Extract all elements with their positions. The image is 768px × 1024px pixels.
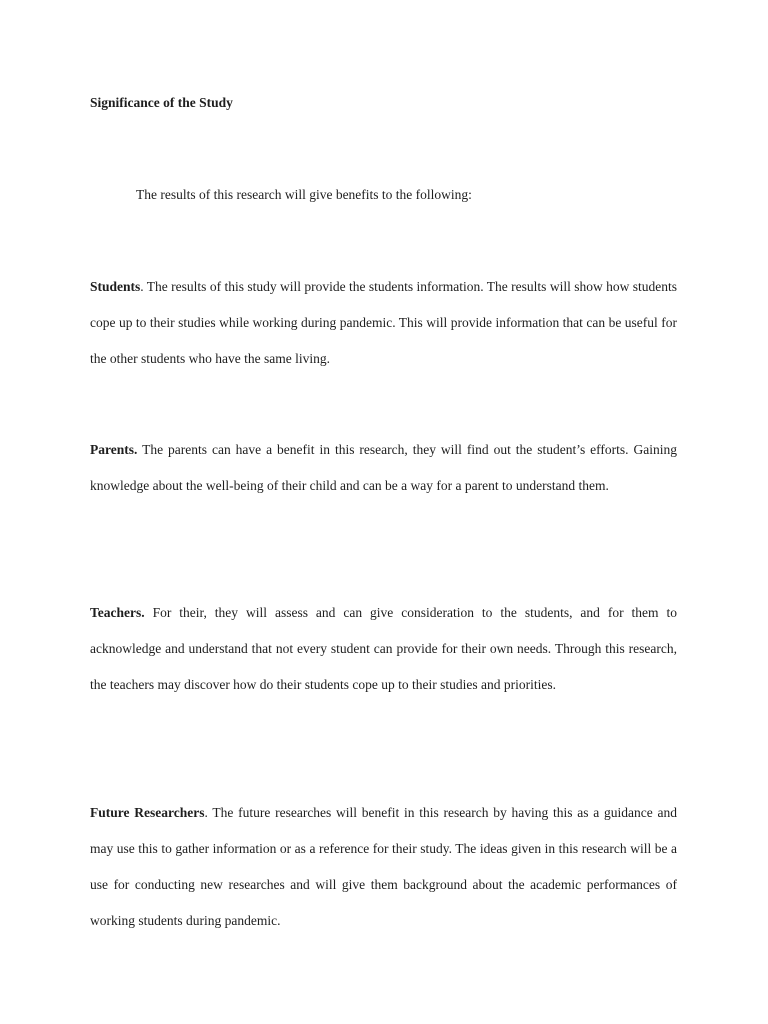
term-students: Students: [90, 279, 141, 294]
paragraph-students-text: . The results of this study will provide the students information. The results will show how students cope up to their studies while working during pandemic. This will provide information that can be useful for the other students who have the same living.: [90, 279, 677, 366]
term-future-researchers: Future Researchers: [90, 805, 205, 820]
paragraph-parents-text: The parents can have a benefit in this research, they will find out the student’s efforts. Gaining knowledge about the well-being of their child and can be a way for a parent to understand them.: [90, 442, 677, 493]
paragraph-future-researchers: [90, 795, 677, 939]
term-teachers: Teachers.: [90, 605, 145, 620]
paragraph-parents: [90, 432, 677, 504]
paragraph-future-researchers-text: . The future researches will benefit in this research by having this as a guidance and may use this to gather information or as a reference for their study. The ideas given in this research will be a use for conducting new researches and will give them background about the academic performances of working students during pandemic.: [90, 805, 677, 928]
paragraph-teachers-text: For their, they will assess and can give consideration to the students, and for them to acknowledge and understand that not every student can provide for their own needs. Through this research, the teachers may discover how do their students cope up to their studies and priorities.: [90, 605, 677, 692]
paragraph-students: [90, 269, 677, 377]
section-heading: Significance of the Study: [90, 95, 233, 110]
term-parents: Parents.: [90, 442, 138, 457]
intro-sentence: The results of this research will give benefits to the following:: [136, 187, 472, 202]
paragraph-teachers: [90, 595, 677, 703]
